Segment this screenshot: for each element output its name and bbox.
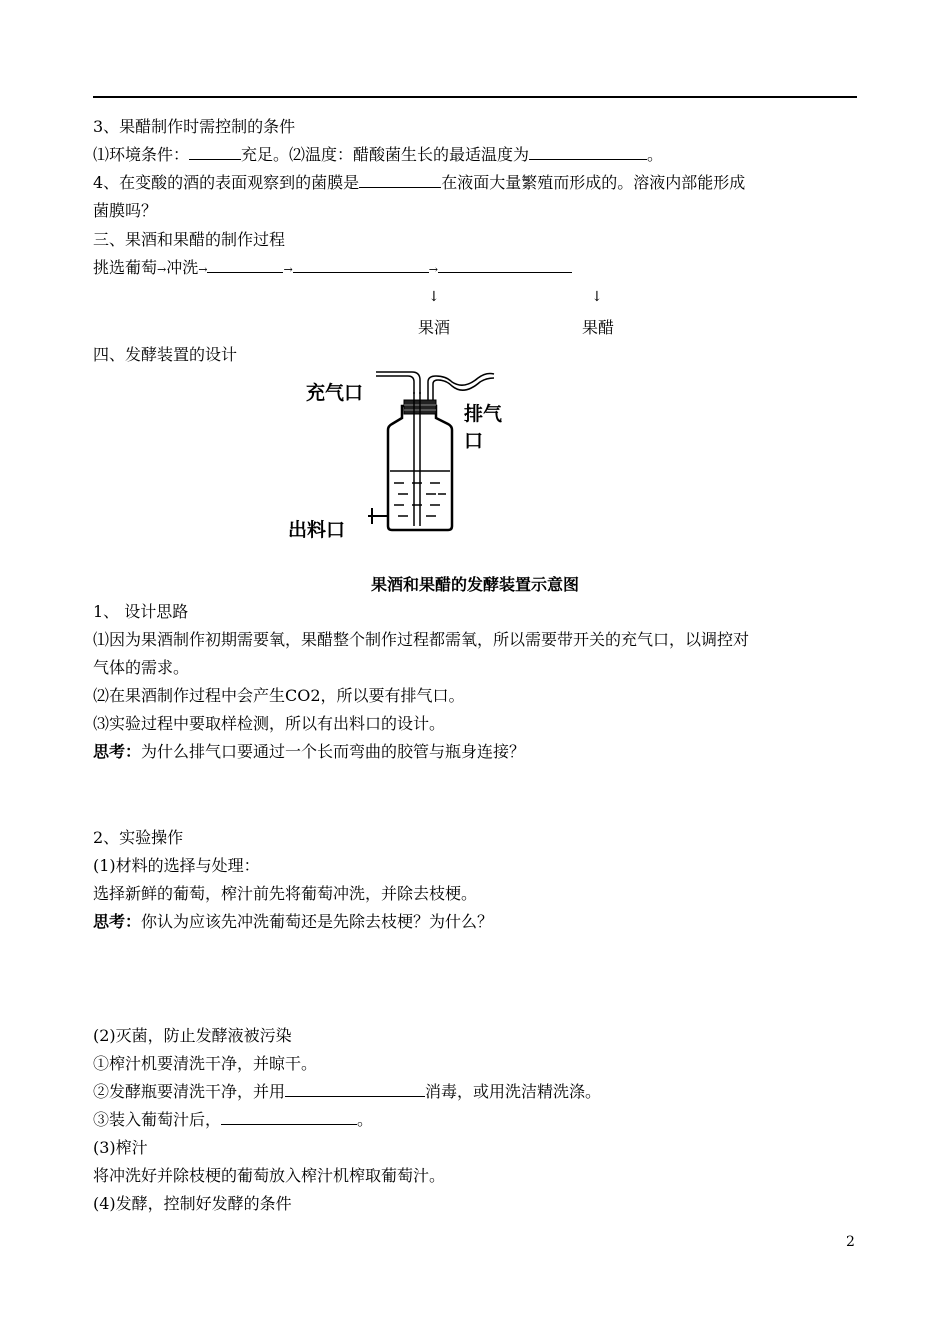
- section4-line1: 4、在变酸的酒的表面观察到的菌膜是 在液面大量繁殖而形成的。溶液内部能形成: [93, 173, 746, 192]
- arrow-icon: →: [428, 263, 438, 276]
- blank-step3[interactable]: [207, 256, 283, 273]
- arrow-icon: →: [157, 263, 167, 276]
- arrow-icon: →: [198, 263, 208, 276]
- section4-line2: 菌膜吗？: [93, 201, 158, 220]
- design-p3: ⑶实验过程中要取样检测，所以有出料口的设计。: [93, 714, 446, 733]
- section3-title: 3、果醋制作时需控制的条件: [93, 117, 296, 136]
- blank-environment[interactable]: [189, 143, 241, 160]
- arrow-icon: →: [283, 263, 293, 276]
- design-p1-line1: ⑴因为果酒制作初期需要氧，果醋整个制作过程都需氧，所以需要带开关的充气口，以调控对: [93, 630, 750, 649]
- think-label: 思考：: [93, 742, 142, 761]
- page-number: 2: [846, 1234, 855, 1250]
- step-select: 挑选葡萄: [93, 258, 158, 277]
- process-flow: [93, 256, 572, 282]
- fermentation-apparatus-figure: [280, 368, 520, 552]
- operation-s2-item2: ②发酵瓶要清洗干净，并用 消毒，或用洗洁精洗涤。: [93, 1082, 602, 1101]
- operation-think: 思考：你认为应该先冲洗葡萄还是先除去枝梗？为什么？: [93, 912, 494, 931]
- step-wash: 冲洗: [166, 258, 199, 277]
- operation-s4-title: (4)发酵，控制好发酵的条件: [93, 1194, 292, 1213]
- down-arrow-icon: ↓: [428, 289, 440, 305]
- operation-s2-item1: ①榨汁机要清洗干净，并晾干。: [93, 1054, 318, 1073]
- blank-membrane[interactable]: [359, 171, 441, 188]
- blank-disinfectant[interactable]: [285, 1080, 425, 1097]
- operation-s1-title: (1)材料的选择与处理：: [93, 856, 260, 875]
- design-p1-line2: 气体的需求。: [93, 658, 190, 677]
- design-title: 1、 设计思路: [93, 602, 189, 621]
- operation-s3-text: 将冲洗好并除枝梗的葡萄放入榨汁机榨取葡萄汁。: [93, 1166, 446, 1185]
- down-arrow-icon: ↓: [591, 289, 603, 305]
- design-think: 思考：为什么排气口要通过一个长而弯曲的胶管与瓶身连接？: [93, 742, 526, 761]
- part4-title: 四、发酵装置的设计: [93, 345, 238, 364]
- operation-title: 2、实验操作: [93, 828, 184, 847]
- operation-s2-title: (2)灭菌，防止发酵液被污染: [93, 1026, 292, 1045]
- think-label: 思考：: [93, 912, 142, 931]
- outlet-label: 排气口: [464, 403, 503, 452]
- figure-caption: 果酒和果醋的发酵装置示意图: [370, 575, 579, 594]
- header-rule: [93, 96, 857, 98]
- operation-s2-item3: ③装入葡萄汁后， 。: [93, 1110, 374, 1129]
- blank-step4[interactable]: [293, 256, 429, 273]
- discharge-label: 出料口: [288, 519, 346, 541]
- product-wine: 果酒: [418, 318, 451, 337]
- operation-s1-text: 选择新鲜的葡萄，榨汁前先将葡萄冲洗，并除去枝梗。: [93, 884, 478, 903]
- blank-temperature[interactable]: [529, 143, 647, 160]
- section3-conditions: ⑴环境条件： 充足。⑵温度：醋酸菌生长的最适温度为 。: [93, 145, 664, 164]
- blank-step5[interactable]: [438, 256, 572, 273]
- part3-title: 三、果酒和果醋的制作过程: [93, 230, 286, 249]
- inlet-label: 充气口: [306, 382, 364, 404]
- product-vinegar: 果醋: [582, 318, 615, 337]
- design-p2: ⑵在果酒制作过程中会产生CO2，所以要有排气口。: [93, 686, 465, 705]
- blank-after-juice[interactable]: [221, 1108, 357, 1125]
- operation-s3-title: (3)榨汁: [93, 1138, 148, 1157]
